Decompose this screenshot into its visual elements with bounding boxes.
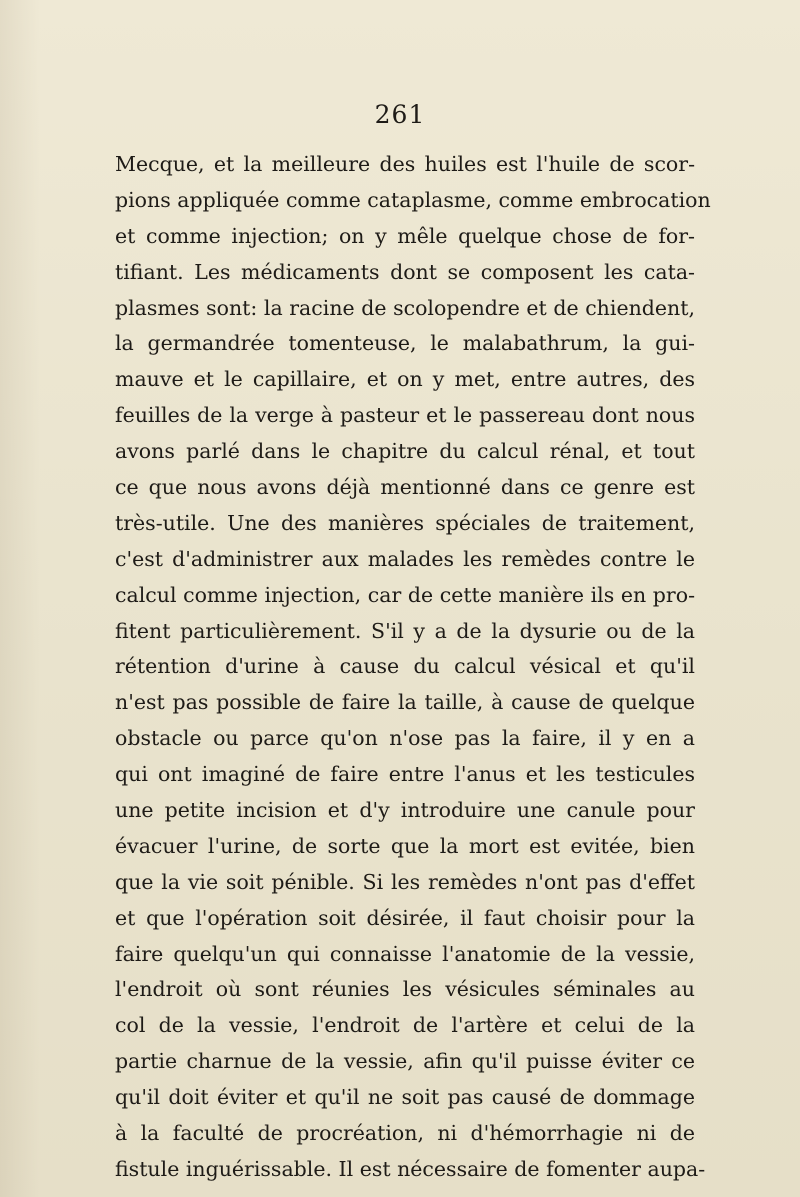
text-line: qu'il doit éviter et qu'il ne soit pas causé de dommage (115, 1085, 695, 1110)
text-line: c'est d'administrer aux malades les remèdes contre le (115, 546, 695, 571)
text-line: avons parlé dans le chapitre du calcul rénal, et tout (115, 439, 695, 464)
text-line: l'endroit où sont réunies les vésicules séminales au (115, 977, 695, 1002)
text-line: tifiant. Les médicaments dont se composent les cata- (115, 259, 695, 284)
text-line: faire quelqu'un qui connaisse l'anatomie de la vessie, (115, 941, 695, 966)
text-line: à la faculté de procréation, ni d'hémorrhagie ni de (115, 1121, 695, 1146)
text-line: et comme injection; on y mêle quelque chose de for- (115, 223, 695, 248)
body-text (115, 147, 711, 1188)
text-line: fistule inguérissable. Il est nécessaire de fomenter aupa- (115, 1156, 706, 1181)
page-number: 261 (374, 100, 426, 129)
text-line: feuilles de la verge à pasteur et le passereau dont nous (115, 403, 695, 428)
text-line: Mecque, et la meilleure des huiles est l'huile de scor- (115, 152, 695, 176)
text-line: et que l'opération soit désirée, il faut choisir pour la (115, 905, 695, 930)
text-line: rétention d'urine à cause du calcul vésical et qu'il (115, 654, 695, 679)
text-line: ce que nous avons déjà mentionné dans ce genre est (115, 475, 695, 500)
text-line: la germandrée tomenteuse, le malabathrum, la gui- (115, 331, 695, 356)
text-line: n'est pas possible de faire la taille, à cause de quelque (115, 690, 695, 715)
text-line: obstacle ou parce qu'on n'ose pas la faire, il y en a (115, 726, 695, 751)
text-line: partie charnue de la vessie, afin qu'il puisse éviter ce (115, 1049, 695, 1074)
text-line: une petite incision et d'y introduire une canule pour (115, 798, 695, 823)
text-line: fitent particulièrement. S'il y a de la dysurie ou de la (115, 618, 695, 643)
text-line: plasmes sont: la racine de scolopendre et de chiendent, (115, 295, 695, 320)
text-line: très-utile. Une des manières spéciales de traitement, (115, 510, 695, 535)
text-line: calcul comme injection, car de cette manière ils en pro- (115, 582, 695, 607)
text-line: qui ont imaginé de faire entre l'anus et les testicules (115, 762, 695, 787)
text-line: évacuer l'urine, de sorte que la mort est evitée, bien (115, 833, 695, 858)
text-line: mauve et le capillaire, et on y met, entre autres, des (115, 367, 695, 392)
text-line: que la vie soit pénible. Si les remèdes n'ont pas d'effet (115, 869, 695, 894)
text-line: col de la vessie, l'endroit de l'artère et celui de la (115, 1013, 695, 1038)
text-line: pions appliquée comme cataplasme, comme embrocation (115, 187, 711, 212)
